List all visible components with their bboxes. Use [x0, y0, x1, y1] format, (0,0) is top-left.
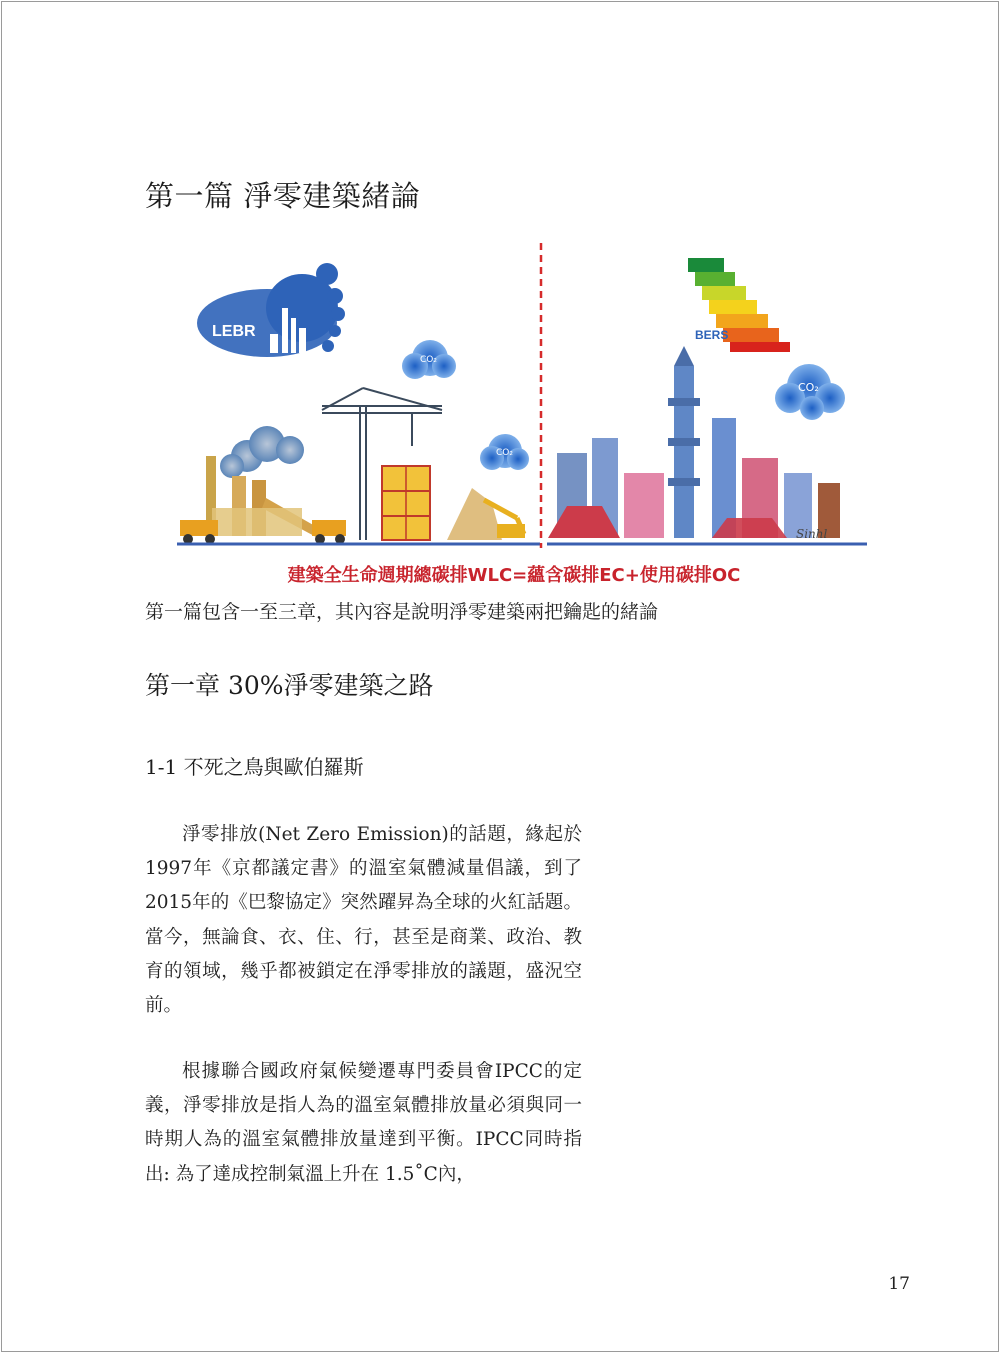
co2-label: CO₂ — [798, 381, 819, 394]
chapter-title: 第一章 30%淨零建築之路 — [145, 671, 434, 700]
building-under-construction — [382, 466, 430, 540]
body-paragraph-1: 淨零排放(Net Zero Emission)的話題，緣起於1997年《京都議定書》的溫室氣體減量倡議，到了2015年的《巴黎協定》突然躍昇為全球的火紅話題。當今，無論食、衣、住、行，甚至是商業、政治、教育的領域，幾乎都被鎖定在淨零排放的議題，盛況空前。 — [145, 824, 582, 1017]
co2-cloud-icon — [480, 434, 529, 470]
factory-illustration — [180, 426, 346, 544]
illustration-svg — [172, 238, 872, 558]
section-title: 1-1 不死之鳥與歐伯羅斯 — [145, 755, 364, 779]
life-cycle-illustration — [172, 238, 872, 558]
bers-energy-label-icon — [688, 258, 790, 352]
part-intro-text: 第一篇包含一至三章，其內容是說明淨零建築兩把鑰匙的緒論 — [145, 601, 659, 623]
excavator-illustration — [447, 488, 525, 540]
co2-label: CO₂ — [496, 448, 513, 458]
part-title: 第一篇 淨零建築緒論 — [145, 179, 421, 213]
body-paragraph-2: 根據聯合國政府氣候變遷專門委員會IPCC的定義，淨零排放是指人為的溫室氣體排放量必須與同一時期人為的溫室氣體排放量達到平衡。IPCC同時指出: 為了達成控制氣溫上升在 1.5˚C內， — [145, 1061, 582, 1185]
lebr-footprint-icon — [197, 263, 345, 357]
co2-label: CO₂ — [420, 355, 437, 365]
page-number: 17 — [888, 1274, 910, 1294]
artist-signature: Sinhl — [796, 527, 828, 541]
book-page — [1, 1, 999, 1352]
bers-label: BERS — [695, 328, 729, 342]
co2-cloud-icon — [402, 340, 456, 379]
figure-caption: 建築全生命週期總碳排WLC=蘊含碳排EC+使用碳排OC — [287, 565, 741, 586]
lebr-label: LEBR — [212, 323, 256, 340]
co2-cloud-icon — [775, 364, 845, 420]
